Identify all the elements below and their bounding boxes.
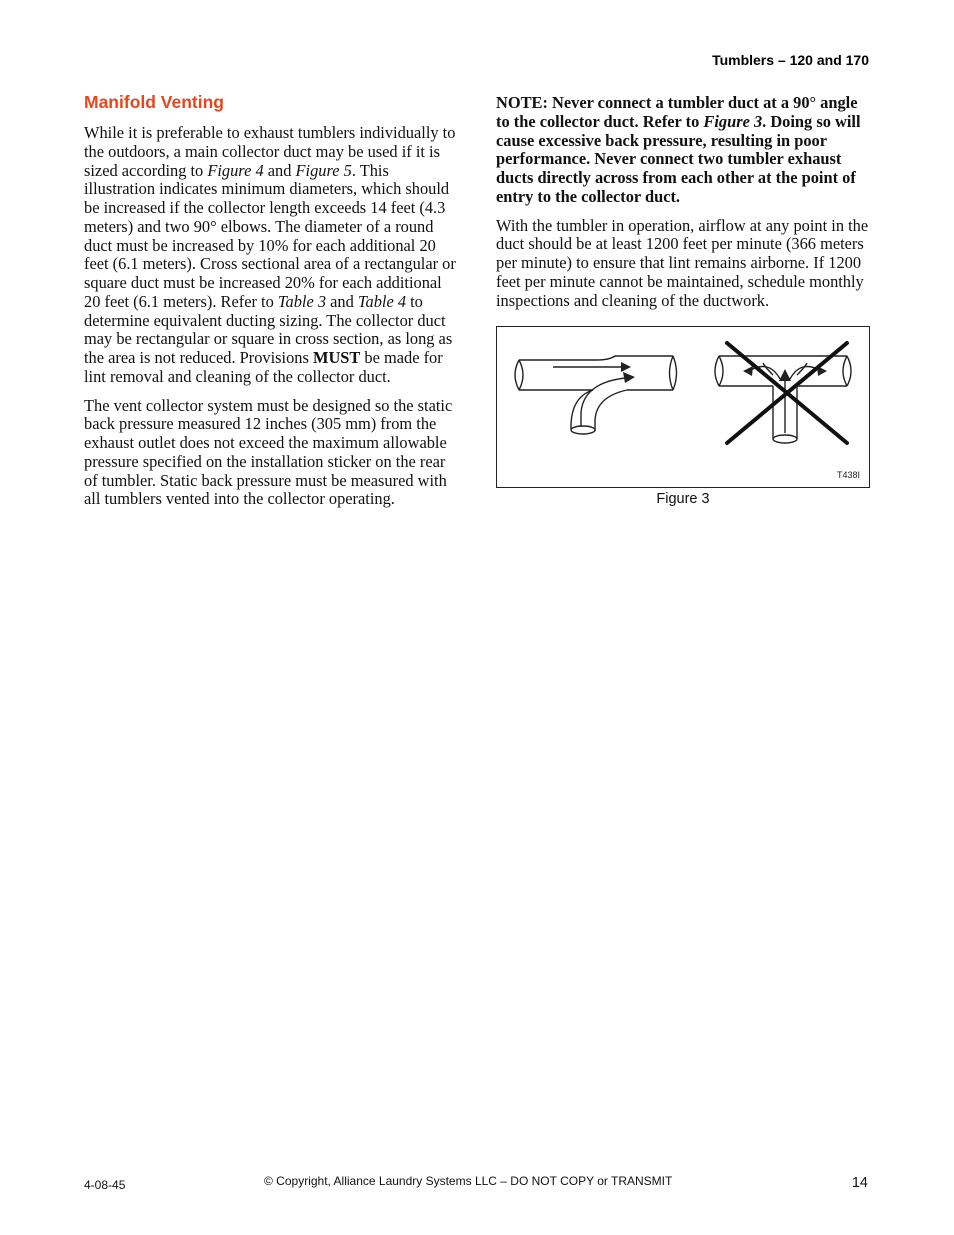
page-number: 14 [851, 1175, 868, 1191]
airflow-paragraph: With the tumbler in operation, airflow at any point in the duct should be at least 1200 feet per minute (366 meters per minute) to ensure that lint remains airborne. If 1200 feet per minute cannot be maintained, schedule monthly inspections and cleaning of the ductwork. [496, 215, 869, 310]
prohibited-cross-mark [727, 343, 847, 443]
text-run: and [263, 160, 296, 180]
duct-connection-illustration [497, 327, 869, 487]
figure-5-reference: Figure 5 [295, 160, 352, 180]
document-number: 4-08-45 [84, 1178, 126, 1192]
figure-4-reference: Figure 4 [207, 160, 264, 180]
running-header: Tumblers – 120 and 170 [712, 52, 869, 68]
left-column [84, 92, 458, 519]
correct-flow-arrowheads [621, 362, 635, 383]
figure-code-label: T438I [836, 470, 860, 481]
manifold-paragraph-1 [84, 124, 458, 387]
text-run: . Doing so will cause excessive back pressure, resulting in poor performance. Never connect two tumbler exhaust ducts directly across from each other at the point of entry to the collector duct. [496, 111, 861, 206]
text-run: . This illustration indicates minimum diameters, which should be increased if the collector length exceeds 14 feet (4.3 meters) and two 90° elbows. The diameter of a round duct must be increased by 10% for each additional 20 feet (6.1 meters). Cross sectional area of a rectangular or square duct must be increased 20% for each additional 20 feet (6.1 meters). Refer to [84, 160, 456, 311]
copyright-notice: © Copyright, Alliance Laundry Systems LLC – DO NOT COPY or TRANSMIT [264, 1174, 673, 1188]
table-4-reference: Table 4 [357, 291, 407, 311]
correct-connection-diagram [515, 356, 677, 434]
note-paragraph [496, 94, 870, 207]
figure-3-box [496, 326, 870, 488]
figure-caption: Figure 3 [656, 491, 710, 508]
table-3-reference: Table 3 [277, 291, 327, 311]
must-emphasis: MUST [312, 348, 361, 367]
text-run: While it is preferable to exhaust tumblers individually to the outdoors, a main collector duct may be used if it is sized according to [84, 123, 456, 180]
section-heading: Manifold Venting [84, 92, 224, 112]
text-run: be made for lint removal and cleaning of the collector duct. [84, 348, 443, 386]
figure-3-reference: Figure 3 [703, 111, 763, 131]
text-run: to determine equivalent ducting sizing. The collector duct may be rectangular or square in cross section, as long as the area is not reduced. Provisions [84, 291, 453, 367]
text-run: and [326, 291, 358, 311]
right-column [496, 94, 870, 507]
text-run: NOTE: Never connect a tumbler duct at a 90° angle to the collector duct. Refer to [496, 93, 858, 131]
manifold-paragraph-2: The vent collector system must be designed so the static back pressure measured 12 inches (305 mm) from the exhaust outlet does not exceed the maximum allowable pressure specified on the installation sticker on the rear of tumbler. Static back pressure must be measured with all tumblers vented into the collector operating. [84, 395, 453, 509]
